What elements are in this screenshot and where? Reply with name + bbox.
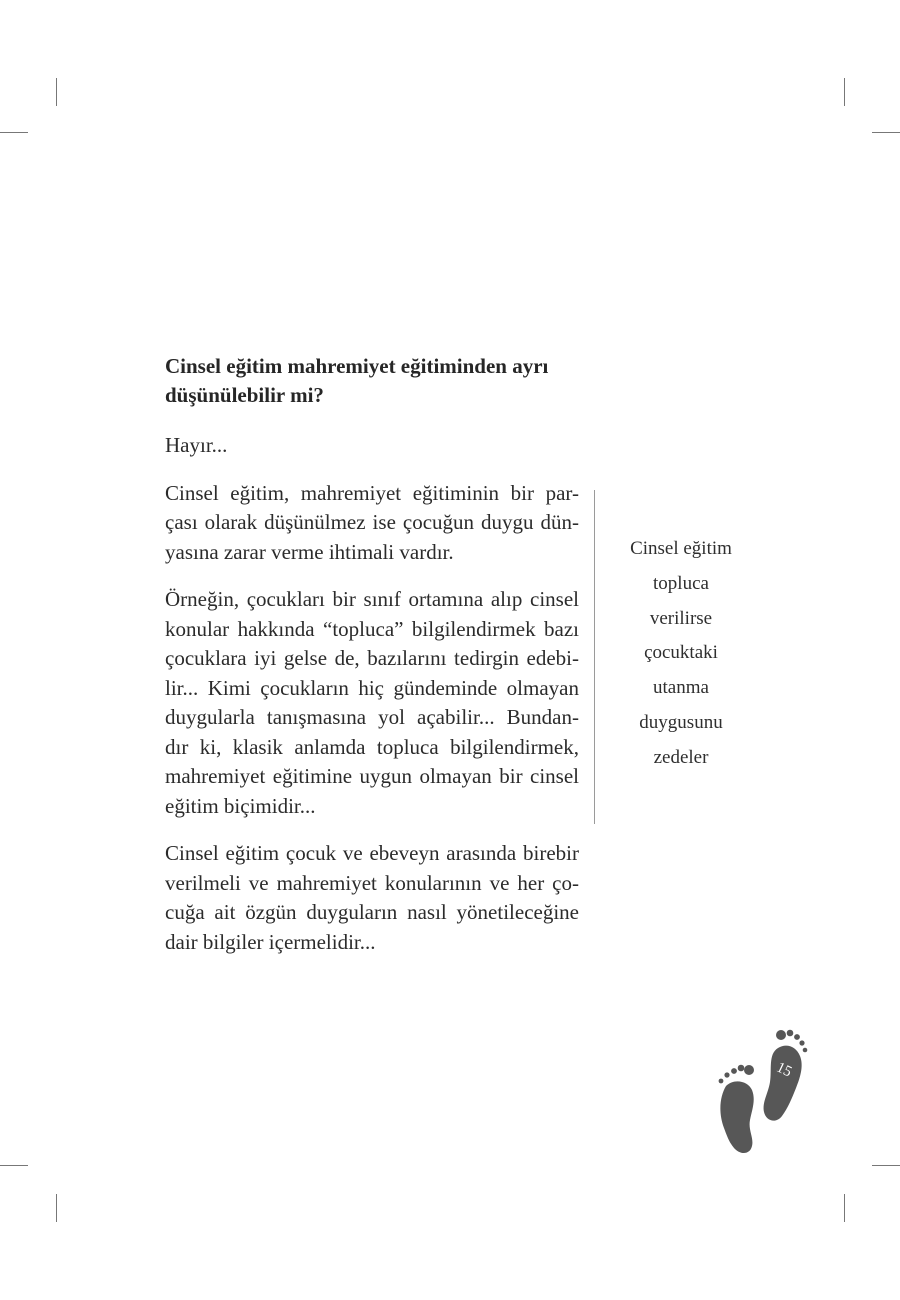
paragraph-line: çası olarak düşünülmez ise çocuğun duygu dün- — [165, 510, 579, 534]
answer-paragraph — [165, 431, 579, 461]
crop-mark-top-right-vertical — [844, 78, 845, 106]
crop-mark-top-left-vertical — [56, 78, 57, 106]
heading-line: düşünülebilir mi? — [165, 383, 324, 407]
answer-text: Hayır... — [165, 433, 228, 457]
main-text-column — [165, 352, 579, 975]
pull-quote-line: verilirse — [649, 607, 713, 629]
crop-mark-top-right-horizontal — [872, 132, 900, 133]
paragraph-line: konular hakkında “topluca” bilgilendirmek bazı — [165, 616, 579, 641]
left-footprint — [719, 1065, 754, 1153]
paragraph-line: Cinsel eğitim, mahremiyet eğitiminin bir par- — [165, 480, 579, 505]
paragraph-line: lir... Kimi çocukların hiç gündeminde olmayan — [165, 675, 579, 700]
margin-rule — [594, 490, 595, 824]
pull-quote-line: zedeler — [653, 746, 709, 768]
crop-mark-bottom-right-horizontal — [872, 1165, 900, 1166]
heading-line: Cinsel eğitim mahremiyet eğitiminden ayrı — [165, 354, 549, 378]
paragraph-1 — [165, 479, 579, 568]
crop-mark-bottom-left-vertical — [56, 1194, 57, 1222]
footprints-icon — [712, 1024, 812, 1158]
paragraph-line: Örneğin, çocukları bir sınıf ortamına alıp cinsel — [165, 587, 579, 611]
paragraph-line: eğitim biçimidir... — [165, 793, 316, 818]
pull-quote-line: çocuktaki — [644, 642, 718, 664]
page-number: 15 — [773, 1059, 795, 1081]
paragraph-line: Cinsel eğitim çocuk ve ebeveyn arasında birebir — [165, 841, 579, 865]
section-heading — [165, 352, 579, 410]
paragraph-line: mahremiyet eğitimine uygun olmayan bir cinsel — [165, 764, 579, 788]
pull-quote-line: utanma — [653, 677, 709, 699]
paragraph-line: çocuklara iyi gelse de, bazılarını tedirgin edebi- — [165, 646, 579, 670]
crop-mark-bottom-right-vertical — [844, 1194, 845, 1222]
pull-quote-line: Cinsel eğitim — [630, 538, 732, 559]
paragraph-line: duygularla tanışmasına yol açabilir... Bundan- — [165, 705, 579, 729]
paragraph-line: dair bilgiler içermelidir... — [165, 929, 376, 954]
paragraph-2 — [165, 585, 579, 821]
crop-mark-top-left-horizontal — [0, 132, 28, 133]
paragraph-line: yasına zarar verme ihtimali vardır. — [165, 539, 454, 564]
pull-quote-line: duygusunu — [639, 711, 723, 733]
paragraph-line: cuğa ait özgün duyguların nasıl yönetileceğine — [165, 900, 579, 924]
pull-quote — [606, 532, 756, 776]
paragraph-line: dır ki, klasik anlamda topluca bilgilendirmek, — [165, 734, 579, 759]
paragraph-3 — [165, 839, 579, 957]
crop-mark-bottom-left-horizontal — [0, 1165, 28, 1166]
pull-quote-line: topluca — [653, 572, 709, 594]
paragraph-line: verilmeli ve mahremiyet konularının ve her ço- — [165, 870, 579, 895]
